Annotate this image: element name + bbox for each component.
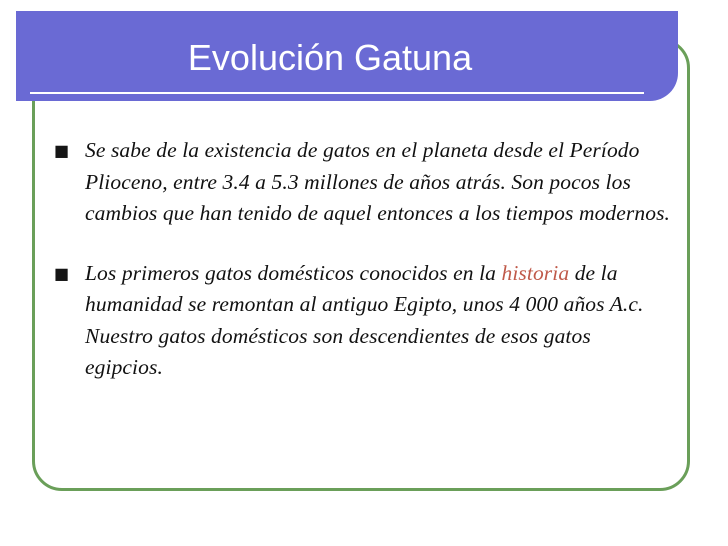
bullet-item bbox=[52, 258, 672, 384]
square-bullet-icon: ■ bbox=[54, 263, 70, 283]
bullet-item bbox=[52, 135, 672, 230]
square-bullet-icon: ■ bbox=[54, 141, 70, 160]
bullet-text-start: Los primeros gatos domésticos conocidos en la bbox=[85, 260, 496, 285]
slide-title: Evolución Gatuna bbox=[187, 37, 473, 78]
bullet-list bbox=[52, 135, 672, 384]
historia-link[interactable]: historia bbox=[501, 260, 570, 285]
title-divider bbox=[30, 92, 644, 94]
bullet-text-end: de la humanidad se remontan al antiguo Egipto, unos 4 000 años A.c. Nuestro gatos domésticos son descendientes de esos gatos egipcios. bbox=[85, 260, 644, 379]
bullet-text: Se sabe de la existencia de gatos en el planeta desde el Período Plioceno, entre 3.4 a 5.3 millones de años atrás. Son pocos los cambios que han tenido de aquel entonces a los tiempos modernos. bbox=[85, 138, 671, 225]
